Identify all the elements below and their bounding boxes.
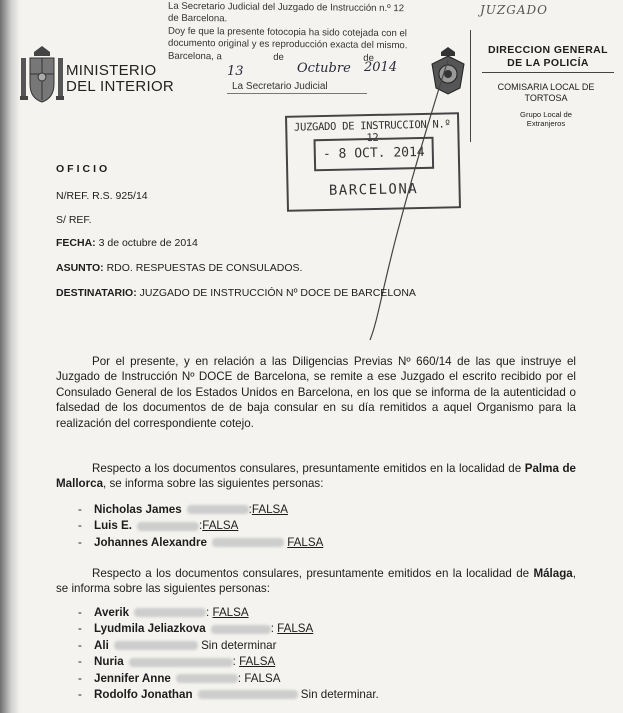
list-separator: : — [270, 622, 274, 636]
document-result: FALSA — [277, 622, 314, 636]
paragraph-2-place: Palma de Mallorca — [56, 462, 576, 491]
dg-line-2: DE LA POLICÍA — [507, 57, 589, 69]
our-reference: N/REF. R.S. 925/14 — [56, 190, 148, 202]
redacted-surname — [212, 538, 284, 547]
paragraph-2-intro: Respecto a los documentos consulares, presuntamente emitidos en la localidad de — [92, 462, 522, 475]
paragraph-3-place: Málaga — [533, 567, 573, 580]
person-name: Luis E. — [94, 519, 133, 533]
list-dash: - — [78, 687, 82, 701]
document-result: FALSA — [202, 519, 239, 533]
document-result: FALSA — [244, 671, 281, 685]
redacted-surname — [211, 625, 271, 634]
body-paragraph-2 — [56, 461, 576, 492]
certification-line-1: La Secretario Judicial del Juzgado de Instrucción n.º 12 — [168, 0, 405, 15]
list-dash: - — [78, 655, 82, 669]
document-result: Sin determinar — [201, 638, 277, 652]
person-name: Nuria — [94, 655, 124, 669]
certification-place: Barcelona, a — [168, 50, 222, 62]
stamp-title: JUZGADO DE INSTRUCCION N.º 12 — [293, 118, 451, 145]
redacted-surname — [187, 505, 249, 514]
grupo-line-2: Extranjeros — [526, 119, 566, 128]
comisaria-line-2: TORTOSA — [524, 93, 568, 103]
list-dash: - — [78, 503, 82, 516]
paragraph-3-intro: Respecto a los documentos consulares, presuntamente emitidos en la localidad de — [92, 567, 530, 580]
list-separator: : — [232, 655, 236, 669]
list-separator: : — [248, 503, 252, 516]
your-reference: S/ REF. — [56, 214, 92, 226]
ministry-line-1: MINISTERIO — [66, 62, 157, 79]
paragraph-3-outro: , se informa sobre las siguientes personas: — [56, 567, 576, 596]
list-separator: : — [237, 671, 242, 685]
subject-line — [56, 262, 302, 274]
oficio-label: OFICIO — [56, 163, 111, 175]
stamp-city: BARCELONA — [328, 181, 419, 199]
document-result: FALSA — [212, 606, 249, 619]
list-separator: : — [206, 606, 210, 619]
list-dash: - — [78, 535, 82, 549]
redacted-surname — [134, 608, 206, 617]
person-name: Jennifer Anne — [94, 671, 171, 685]
body-paragraph-1: Por el presente, y en relación a las Diligencias Previas Nº 660/14 de las que instruye el Juzgado de Instrucción Nº DOCE de Barcelona, se remite a ese Juzgado el escrito recibido por el Consulado General de los Estados Unidos en Barcelona, en los que se informa de la autenticidad o falsedad de los documentos de de baja consular en su día remitidos a aquel Organismo para la realización del correspondiente cotejo. — [56, 355, 576, 430]
secretary-signature: La Secretario Judicial — [232, 81, 328, 92]
document-result: Sin determinar. — [300, 687, 379, 701]
certification-line-2: de Barcelona. — [168, 13, 228, 25]
grupo-line-1: Grupo Local de — [520, 110, 572, 119]
date-line — [56, 237, 198, 249]
certification-de-1: de — [273, 51, 284, 63]
handwritten-day: 13 — [227, 64, 244, 79]
list-dash: - — [78, 622, 82, 636]
redacted-surname — [137, 522, 199, 531]
person-name: Ali — [94, 638, 109, 652]
comisaria-line-1: COMISARIA LOCAL DE — [497, 82, 595, 92]
redacted-surname — [176, 674, 238, 683]
certification-line-3: Doy fe que la presente fotocopia ha sido cotejada con el — [168, 25, 407, 40]
body-paragraph-3 — [56, 566, 576, 597]
redacted-surname — [114, 641, 198, 650]
person-name: Rodolfo Jonathan — [94, 687, 193, 701]
handwritten-top-note: JUZGADO — [480, 3, 548, 17]
document-result: FALSA — [239, 655, 276, 669]
person-name: Averik — [94, 606, 130, 619]
handwritten-month: Octubre — [297, 61, 351, 76]
document-result: FALSA — [287, 535, 324, 549]
list-dash: - — [78, 638, 82, 652]
list-dash: - — [78, 606, 82, 619]
date-value: 3 de octubre de 2014 — [98, 237, 198, 249]
recipient-value: JUZGADO DE INSTRUCCIÓN Nº DOCE DE BARCELONA — [139, 287, 416, 299]
subject-label: ASUNTO: — [56, 262, 104, 274]
certification-line-4: documento original y es reproducción exacta del mismo. — [168, 37, 408, 52]
ministry-line-2: DEL INTERIOR — [66, 78, 175, 95]
handwritten-year: 2014 — [364, 60, 398, 75]
date-label: FECHA: — [56, 237, 96, 249]
person-name: Nicholas James — [94, 503, 182, 516]
subject-value: RDO. RESPUESTAS DE CONSULADOS. — [106, 262, 303, 274]
redacted-surname — [129, 658, 233, 667]
document-result: FALSA — [251, 503, 288, 516]
list-dash: - — [78, 671, 82, 685]
redacted-surname — [198, 690, 298, 699]
certification-de-2: de — [363, 52, 374, 64]
recipient-label: DESTINATARIO: — [56, 287, 137, 299]
list-dash: - — [78, 519, 82, 533]
stamp-date: - 8 OCT. 2014 — [314, 137, 435, 172]
paragraph-2-outro: , se informa sobre las siguientes personas: — [103, 477, 324, 491]
person-name: Lyudmila Jeliazkova — [94, 622, 206, 636]
dg-line-1: DIRECCION GENERAL — [488, 44, 608, 56]
person-name: Johannes Alexandre — [94, 535, 207, 549]
recipient-line — [56, 287, 416, 299]
list-separator: : — [199, 519, 203, 533]
